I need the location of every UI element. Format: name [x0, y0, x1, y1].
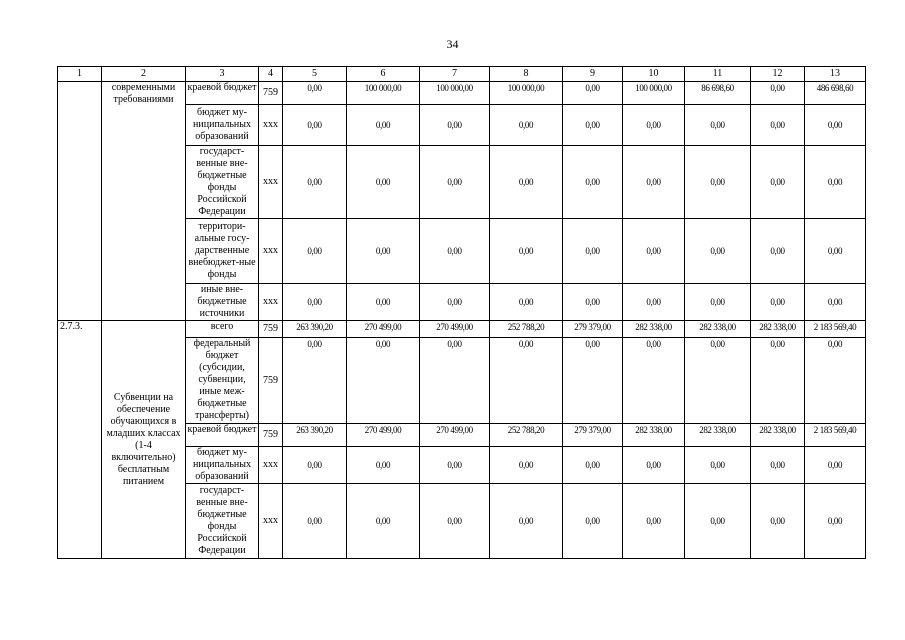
kbk-cell: ххх: [259, 284, 283, 321]
value-cell: 0,00: [805, 105, 866, 146]
value-cell: 282 338,00: [685, 321, 751, 338]
value-cell: 282 338,00: [623, 424, 685, 447]
header-cell: 5: [283, 67, 347, 82]
value-cell: 0,00: [805, 338, 866, 424]
header-cell: 9: [563, 67, 623, 82]
funding-source-cell: федеральный бюджет (субсидии, субвенции, иные меж-бюджетные трансферты): [186, 338, 259, 424]
value-cell: 0,00: [420, 447, 490, 484]
value-cell: 0,00: [563, 105, 623, 146]
row-code-cell: 2.7.3.: [58, 321, 102, 559]
value-cell: 0,00: [420, 284, 490, 321]
value-cell: 0,00: [283, 82, 347, 105]
value-cell: 270 499,00: [347, 321, 420, 338]
kbk-cell: ххх: [259, 219, 283, 284]
header-cell: 11: [685, 67, 751, 82]
funding-source-cell: иные вне-бюджетные источники: [186, 284, 259, 321]
value-cell: 2 183 569,40: [805, 321, 866, 338]
value-cell: 0,00: [347, 338, 420, 424]
value-cell: 486 698,60: [805, 82, 866, 105]
header-cell: 4: [259, 67, 283, 82]
value-cell: 282 338,00: [751, 424, 805, 447]
header-cell: 1: [58, 67, 102, 82]
value-cell: 0,00: [283, 105, 347, 146]
value-cell: 0,00: [685, 105, 751, 146]
value-cell: 0,00: [805, 219, 866, 284]
value-cell: 0,00: [751, 146, 805, 219]
value-cell: 0,00: [420, 146, 490, 219]
value-cell: 0,00: [751, 484, 805, 559]
kbk-cell: 759: [259, 321, 283, 338]
value-cell: 100 000,00: [490, 82, 563, 105]
kbk-cell: 759: [259, 424, 283, 447]
value-cell: 0,00: [283, 484, 347, 559]
kbk-cell: 759: [259, 338, 283, 424]
value-cell: 0,00: [685, 484, 751, 559]
program-name-cell: современными требованиями: [102, 82, 186, 321]
value-cell: 0,00: [751, 105, 805, 146]
value-cell: 100 000,00: [420, 82, 490, 105]
header-cell: 3: [186, 67, 259, 82]
value-cell: 0,00: [283, 219, 347, 284]
value-cell: 270 499,00: [347, 424, 420, 447]
value-cell: 0,00: [563, 219, 623, 284]
value-cell: 0,00: [805, 284, 866, 321]
value-cell: 0,00: [685, 338, 751, 424]
value-cell: 279 379,00: [563, 321, 623, 338]
value-cell: 252 788,20: [490, 321, 563, 338]
value-cell: 0,00: [685, 447, 751, 484]
value-cell: 0,00: [283, 447, 347, 484]
value-cell: 0,00: [283, 338, 347, 424]
value-cell: 0,00: [490, 338, 563, 424]
value-cell: 0,00: [563, 447, 623, 484]
value-cell: 0,00: [751, 219, 805, 284]
kbk-cell: ххх: [259, 447, 283, 484]
value-cell: 0,00: [420, 105, 490, 146]
value-cell: 0,00: [347, 447, 420, 484]
value-cell: 270 499,00: [420, 321, 490, 338]
row-code-cell: [58, 82, 102, 321]
value-cell: 0,00: [751, 82, 805, 105]
value-cell: 0,00: [490, 284, 563, 321]
value-cell: 2 183 569,40: [805, 424, 866, 447]
value-cell: 0,00: [347, 105, 420, 146]
funding-source-cell: всего: [186, 321, 259, 338]
value-cell: 0,00: [347, 219, 420, 284]
value-cell: 282 338,00: [685, 424, 751, 447]
value-cell: 0,00: [490, 447, 563, 484]
value-cell: 0,00: [490, 219, 563, 284]
value-cell: 0,00: [751, 284, 805, 321]
header-cell: 10: [623, 67, 685, 82]
value-cell: 263 390,20: [283, 321, 347, 338]
value-cell: 0,00: [751, 447, 805, 484]
header-cell: 2: [102, 67, 186, 82]
value-cell: 0,00: [805, 484, 866, 559]
funding-source-cell: краевой бюджет: [186, 424, 259, 447]
value-cell: 252 788,20: [490, 424, 563, 447]
table-body: [58, 67, 866, 559]
value-cell: 0,00: [490, 146, 563, 219]
value-cell: 0,00: [347, 146, 420, 219]
funding-source-cell: территори-альные госу-дарственные внебюджет-ные фонды: [186, 219, 259, 284]
kbk-cell: ххх: [259, 484, 283, 559]
funding-source-cell: бюджет му-ниципальных образований: [186, 447, 259, 484]
funding-source-cell: краевой бюджет: [186, 82, 259, 105]
value-cell: 263 390,20: [283, 424, 347, 447]
value-cell: 0,00: [490, 105, 563, 146]
value-cell: 0,00: [283, 146, 347, 219]
funding-source-cell: государст-венные вне-бюджетные фонды Российской Федерации: [186, 146, 259, 219]
kbk-cell: 759: [259, 82, 283, 105]
value-cell: 0,00: [563, 284, 623, 321]
value-cell: 0,00: [347, 284, 420, 321]
table-row: [58, 82, 866, 105]
value-cell: 0,00: [623, 447, 685, 484]
header-cell: 12: [751, 67, 805, 82]
value-cell: 0,00: [623, 484, 685, 559]
table-row: [58, 321, 866, 338]
value-cell: 0,00: [685, 219, 751, 284]
value-cell: 100 000,00: [623, 82, 685, 105]
value-cell: 0,00: [751, 338, 805, 424]
value-cell: 0,00: [685, 146, 751, 219]
value-cell: 0,00: [490, 484, 563, 559]
value-cell: 0,00: [623, 219, 685, 284]
value-cell: 0,00: [805, 447, 866, 484]
value-cell: 100 000,00: [347, 82, 420, 105]
value-cell: 0,00: [563, 484, 623, 559]
value-cell: 0,00: [563, 146, 623, 219]
value-cell: 0,00: [685, 284, 751, 321]
value-cell: 282 338,00: [751, 321, 805, 338]
header-cell: 7: [420, 67, 490, 82]
value-cell: 282 338,00: [623, 321, 685, 338]
value-cell: 0,00: [420, 219, 490, 284]
value-cell: 0,00: [623, 146, 685, 219]
value-cell: 0,00: [623, 338, 685, 424]
header-cell: 6: [347, 67, 420, 82]
page-number: 34: [446, 37, 459, 51]
value-cell: 0,00: [623, 105, 685, 146]
kbk-cell: ххх: [259, 146, 283, 219]
value-cell: 0,00: [563, 82, 623, 105]
value-cell: 0,00: [283, 284, 347, 321]
kbk-cell: ххх: [259, 105, 283, 146]
program-name-cell: Субвенции на обеспечение обучающихся в младших классах (1-4 включительно) бесплатным питанием: [102, 321, 186, 559]
value-cell: 270 499,00: [420, 424, 490, 447]
value-cell: 86 698,60: [685, 82, 751, 105]
funding-source-cell: бюджет му-ниципальных образований: [186, 105, 259, 146]
value-cell: 0,00: [623, 284, 685, 321]
value-cell: 279 379,00: [563, 424, 623, 447]
value-cell: 0,00: [347, 484, 420, 559]
value-cell: 0,00: [420, 484, 490, 559]
value-cell: 0,00: [805, 146, 866, 219]
header-row: [58, 67, 866, 82]
value-cell: 0,00: [420, 338, 490, 424]
value-cell: 0,00: [563, 338, 623, 424]
funding-source-cell: государст-венные вне-бюджетные фонды Российской Федерации: [186, 484, 259, 559]
budget-table: [57, 66, 866, 559]
header-cell: 13: [805, 67, 866, 82]
header-cell: 8: [490, 67, 563, 82]
